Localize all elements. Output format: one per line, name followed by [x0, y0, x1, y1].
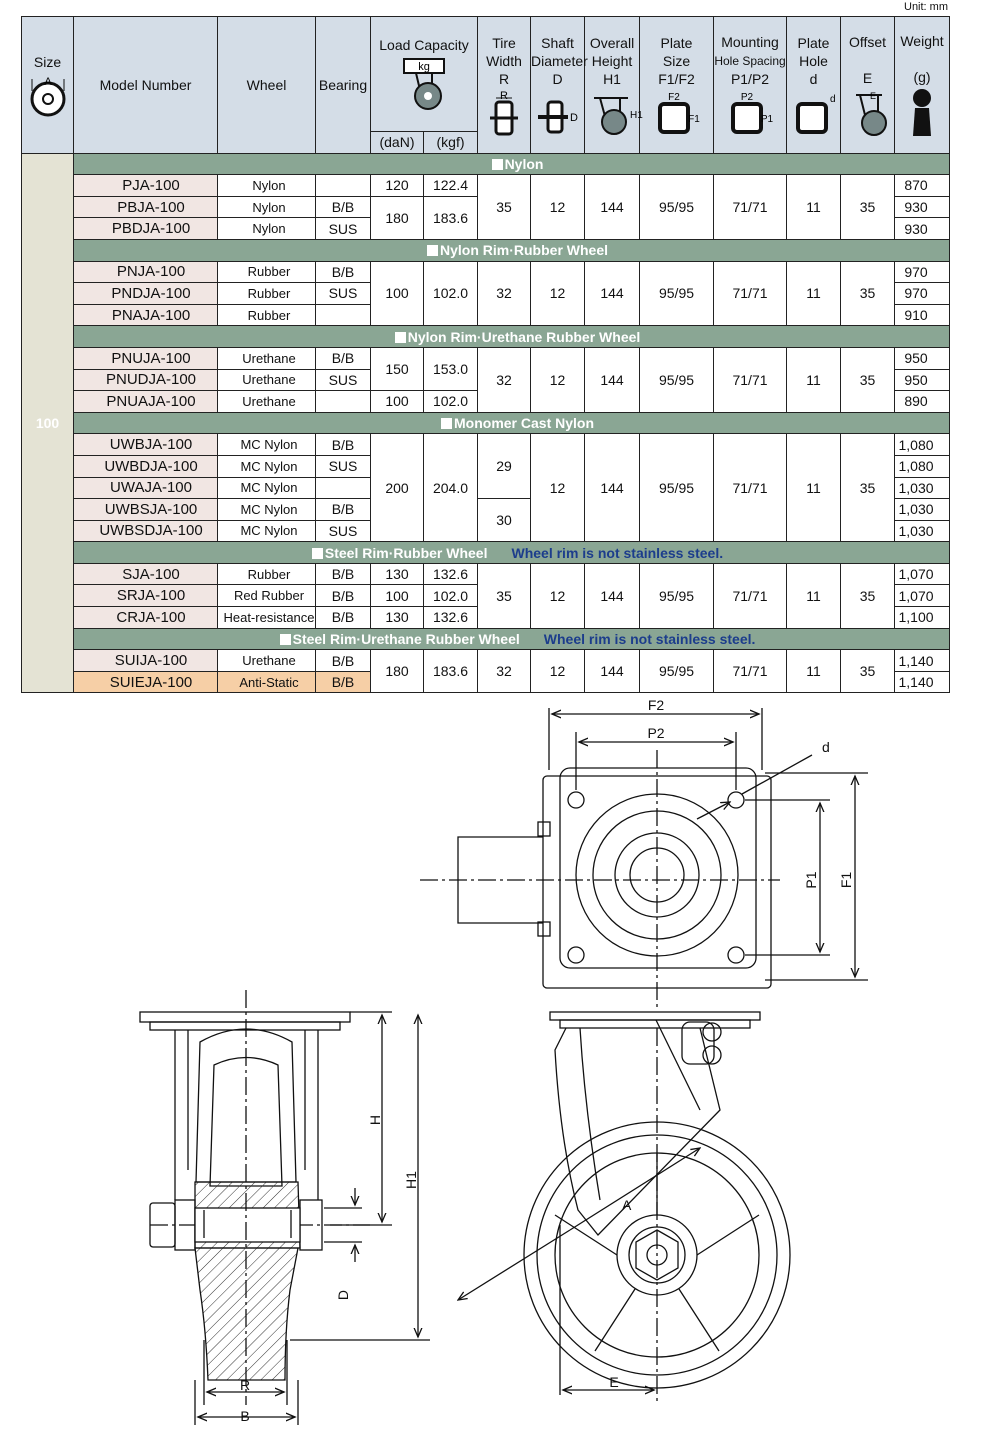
bearing-type: B/B — [316, 347, 371, 369]
weight: 1,100 — [895, 607, 950, 629]
section-note: Wheel rim is not stainless steel. — [511, 544, 724, 561]
table-body — [22, 153, 950, 693]
plate-hole: 11 — [787, 261, 841, 326]
table-row — [22, 563, 950, 585]
model-number: UWBSDJA-100 — [74, 520, 218, 542]
load-dan: 100 — [371, 585, 424, 607]
load-icon-label: kg — [418, 61, 430, 73]
weight: 1,070 — [895, 585, 950, 607]
svg-text:F2: F2 — [667, 91, 680, 103]
bearing-type: SUS — [316, 520, 371, 542]
plate-size: 95/95 — [640, 261, 714, 326]
header-offset: Offset E E — [841, 17, 895, 154]
section-title: Steel Rim·Urethane Rubber Wheel Wheel rim is not stainless steel. — [74, 628, 950, 650]
size-icon — [28, 73, 68, 117]
tire-width: 32 — [478, 650, 531, 693]
model-number: UWBDJA-100 — [74, 455, 218, 477]
section-title: Monomer Cast Nylon — [74, 412, 950, 434]
weight: 910 — [895, 304, 950, 326]
weight: 870 — [895, 175, 950, 197]
offset: 35 — [841, 175, 895, 240]
load-kgf: 183.6 — [424, 650, 478, 693]
model-number: PNUDJA-100 — [74, 369, 218, 391]
mounting-spacing: 71/71 — [714, 650, 787, 693]
load-capacity-icon — [394, 56, 454, 112]
bearing-type: B/B — [316, 607, 371, 629]
mounting-spacing: 71/71 — [714, 261, 787, 326]
spec-table — [21, 16, 950, 693]
size-cell: 100 — [22, 153, 74, 693]
svg-text:H1: H1 — [630, 109, 643, 121]
plate-hole: 11 — [787, 650, 841, 693]
weight: 1,140 — [895, 650, 950, 672]
bearing-type: B/B — [316, 585, 371, 607]
header-plate-hole: Plate Hole d d — [787, 17, 841, 154]
shaft-diameter: 12 — [531, 347, 585, 412]
section-header — [22, 412, 950, 434]
plate-size: 95/95 — [640, 175, 714, 240]
tire-width: 32 — [478, 261, 531, 326]
shaft-diameter: 12 — [531, 175, 585, 240]
label-f2: F2 — [647, 697, 665, 713]
bearing-type: SUS — [316, 283, 371, 305]
load-kgf: 102.0 — [424, 585, 478, 607]
bearing-type: B/B — [316, 563, 371, 585]
table-header — [22, 17, 950, 154]
model-number: PNUAJA-100 — [74, 391, 218, 413]
section-header — [22, 628, 950, 650]
load-kgf: 122.4 — [424, 175, 478, 197]
mounting-hole — [568, 947, 584, 963]
weight: 970 — [895, 261, 950, 283]
wheel-type: Nylon — [218, 175, 316, 197]
model-number: SUIEJA-100 — [74, 671, 218, 693]
bearing-type: B/B — [316, 261, 371, 283]
header-mounting-hole-spacing: Mounting Hole Spacing P1/P2 P2 P1 — [714, 17, 787, 154]
wheel-type: Urethane — [218, 369, 316, 391]
wheel-type: MC Nylon — [218, 477, 316, 499]
section-header — [22, 153, 950, 175]
unit-label: Unit: mm — [904, 1, 948, 13]
header-wheel: Wheel — [218, 17, 316, 154]
bearing-type — [316, 175, 371, 197]
mounting-hole — [728, 792, 744, 808]
load-kgf: 153.0 — [424, 347, 478, 390]
bearing-type: B/B — [316, 499, 371, 521]
tire-width: 29 — [478, 434, 531, 499]
wheel-type: MC Nylon — [218, 455, 316, 477]
section-title: Nylon Rim·Urethane Rubber Wheel — [74, 326, 950, 348]
bearing-type — [316, 304, 371, 326]
header-shaft-diameter: Shaft Diameter D D — [531, 17, 585, 154]
mounting-spacing: 71/71 — [714, 434, 787, 542]
svg-text:R: R — [500, 89, 508, 102]
weight: 1,080 — [895, 434, 950, 456]
section-header — [22, 239, 950, 261]
weight: 970 — [895, 283, 950, 305]
header-plate-size: Plate Size F1/F2 F2 F1 — [640, 17, 714, 154]
section-header — [22, 542, 950, 564]
table-row — [22, 261, 950, 283]
header-tire-width: Tire Width R R — [478, 17, 531, 154]
mounting-spacing: 71/71 — [714, 347, 787, 412]
plate-hole-icon — [792, 90, 836, 136]
wheel-type: Heat-resistance — [218, 607, 316, 629]
load-kgf: 183.6 — [424, 196, 478, 239]
label-r: R — [239, 1377, 251, 1393]
bearing-type: B/B — [316, 196, 371, 218]
label-h: H — [367, 1114, 383, 1126]
load-kgf: 132.6 — [424, 607, 478, 629]
offset: 35 — [841, 261, 895, 326]
mounting-hole-icon — [727, 90, 773, 136]
bearing-type: B/B — [316, 650, 371, 672]
mounting-spacing: 71/71 — [714, 563, 787, 628]
header-model: Model Number — [74, 17, 218, 154]
shaft-diameter-icon — [536, 90, 580, 136]
table-row — [22, 175, 950, 197]
offset: 35 — [841, 347, 895, 412]
model-number: PJA-100 — [74, 175, 218, 197]
offset-icon — [846, 89, 890, 137]
model-number: PNUJA-100 — [74, 347, 218, 369]
drawing-labels — [240, 697, 854, 1424]
model-number: PBDJA-100 — [74, 218, 218, 240]
plate-hole: 11 — [787, 347, 841, 412]
load-dan: 120 — [371, 175, 424, 197]
bearing-type: B/B — [316, 434, 371, 456]
plate-hole: 11 — [787, 175, 841, 240]
mounting-spacing: 71/71 — [714, 175, 787, 240]
wheel-type: Anti-Static — [218, 671, 316, 693]
header-weight: Weight (g) — [895, 17, 950, 154]
load-dan: 130 — [371, 607, 424, 629]
shaft-diameter: 12 — [531, 434, 585, 542]
front-view — [140, 990, 430, 1425]
weight: 1,070 — [895, 563, 950, 585]
header-load: Load Capacity kg — [371, 17, 478, 132]
tire-width: 30 — [478, 499, 531, 542]
header-size: Size A — [22, 17, 74, 154]
shaft-diameter: 12 — [531, 563, 585, 628]
label-f1: F1 — [838, 871, 854, 889]
label-p1: P1 — [803, 871, 819, 889]
section-header — [22, 326, 950, 348]
shaft-diameter: 12 — [531, 650, 585, 693]
wheel-type: Rubber — [218, 283, 316, 305]
bearing-type: B/B — [316, 671, 371, 693]
wheel-type: MC Nylon — [218, 499, 316, 521]
weight: 1,080 — [895, 455, 950, 477]
weight: 1,030 — [895, 477, 950, 499]
bearing-type: SUS — [316, 218, 371, 240]
load-dan: 100 — [371, 391, 424, 413]
load-dan: 130 — [371, 563, 424, 585]
wheel-type: Rubber — [218, 304, 316, 326]
svg-text:P1: P1 — [760, 114, 774, 126]
weight: 1,030 — [895, 499, 950, 521]
plate-size-icon — [654, 90, 700, 136]
load-dan: 180 — [371, 196, 424, 239]
svg-text:E: E — [869, 90, 876, 101]
label-d-hole: d — [822, 739, 830, 755]
load-kgf: 102.0 — [424, 261, 478, 326]
section-title: Nylon — [74, 153, 950, 175]
header-bearing: Bearing — [316, 17, 371, 154]
weight-icon — [907, 88, 937, 138]
overall-height: 144 — [585, 175, 640, 240]
wheel-type: Red Rubber — [218, 585, 316, 607]
model-number: UWBJA-100 — [74, 434, 218, 456]
wheel-type: Urethane — [218, 650, 316, 672]
label-h1: H1 — [403, 1171, 419, 1189]
wheel-type: Rubber — [218, 563, 316, 585]
weight: 930 — [895, 196, 950, 218]
mounting-hole — [568, 792, 584, 808]
bearing-type: SUS — [316, 369, 371, 391]
overall-height: 144 — [585, 434, 640, 542]
overall-height: 144 — [585, 650, 640, 693]
wheel-type: Rubber — [218, 261, 316, 283]
plate-hole: 11 — [787, 434, 841, 542]
label-p2: P2 — [647, 725, 665, 741]
shaft-diameter: 12 — [531, 261, 585, 326]
svg-text:F1: F1 — [687, 113, 700, 125]
svg-text:P2: P2 — [740, 92, 754, 104]
table-row — [22, 434, 950, 456]
bearing-type — [316, 477, 371, 499]
load-dan: 100 — [371, 261, 424, 326]
offset: 35 — [841, 650, 895, 693]
weight: 930 — [895, 218, 950, 240]
load-kgf: 132.6 — [424, 563, 478, 585]
tire-width: 35 — [478, 563, 531, 628]
plate-size: 95/95 — [640, 347, 714, 412]
load-dan: 180 — [371, 650, 424, 693]
header-dan: (daN) — [371, 132, 424, 154]
wheel-type: Urethane — [218, 347, 316, 369]
overall-height: 144 — [585, 261, 640, 326]
model-number: PNDJA-100 — [74, 283, 218, 305]
wheel-type: Nylon — [218, 196, 316, 218]
plate-size: 95/95 — [640, 563, 714, 628]
plate-hole: 11 — [787, 563, 841, 628]
label-a: A — [622, 1197, 632, 1213]
load-kgf: 102.0 — [424, 391, 478, 413]
svg-text:D: D — [569, 111, 578, 124]
offset: 35 — [841, 434, 895, 542]
wheel-type: Nylon — [218, 218, 316, 240]
weight: 890 — [895, 391, 950, 413]
model-number: SRJA-100 — [74, 585, 218, 607]
label-e: E — [609, 1374, 619, 1390]
model-number: PNAJA-100 — [74, 304, 218, 326]
offset: 35 — [841, 563, 895, 628]
load-dan: 150 — [371, 347, 424, 390]
tire-width-icon — [484, 90, 524, 136]
label-b: B — [240, 1408, 250, 1424]
bearing-type — [316, 391, 371, 413]
load-dan: 200 — [371, 434, 424, 542]
weight: 1,140 — [895, 671, 950, 693]
svg-text:d: d — [829, 93, 836, 105]
size-icon-label: A — [43, 75, 52, 88]
label-d-shaft: D — [335, 1289, 351, 1301]
weight: 1,030 — [895, 520, 950, 542]
top-view — [420, 708, 868, 1010]
section-title: Nylon Rim·Rubber Wheel — [74, 239, 950, 261]
model-number: UWBSJA-100 — [74, 499, 218, 521]
model-number: PBJA-100 — [74, 196, 218, 218]
tire-width: 32 — [478, 347, 531, 412]
overall-height-icon — [588, 90, 643, 136]
table-row — [22, 347, 950, 369]
overall-height: 144 — [585, 347, 640, 412]
weight: 950 — [895, 369, 950, 391]
model-number: CRJA-100 — [74, 607, 218, 629]
table-row — [22, 650, 950, 672]
header-kgf: (kgf) — [424, 132, 478, 154]
wheel-type: MC Nylon — [218, 520, 316, 542]
model-number: SJA-100 — [74, 563, 218, 585]
model-number: UWAJA-100 — [74, 477, 218, 499]
tire-width: 35 — [478, 175, 531, 240]
section-title: Steel Rim·Rubber Wheel Wheel rim is not stainless steel. — [74, 542, 950, 564]
wheel-type: Urethane — [218, 391, 316, 413]
model-number: PNJA-100 — [74, 261, 218, 283]
load-kgf: 204.0 — [424, 434, 478, 542]
plate-size: 95/95 — [640, 434, 714, 542]
overall-height: 144 — [585, 563, 640, 628]
technical-drawing — [0, 690, 984, 1443]
mounting-hole — [728, 947, 744, 963]
bearing-type: SUS — [316, 455, 371, 477]
plate-size: 95/95 — [640, 650, 714, 693]
wheel-type: MC Nylon — [218, 434, 316, 456]
section-note: Wheel rim is not stainless steel. — [543, 630, 756, 647]
weight: 950 — [895, 347, 950, 369]
model-number: SUIJA-100 — [74, 650, 218, 672]
header-overall-height: Overall Height H1 H1 — [585, 17, 640, 154]
